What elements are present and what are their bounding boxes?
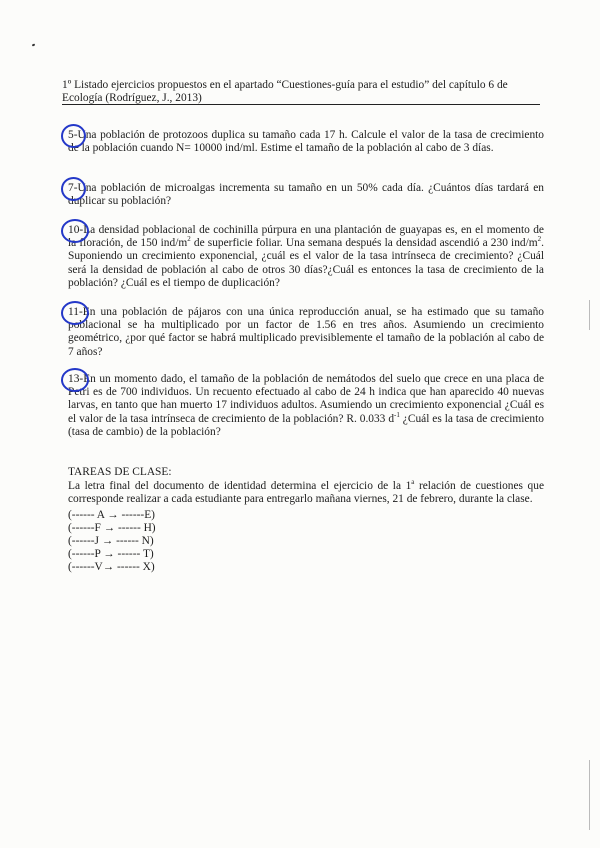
assignment-list — [68, 509, 544, 575]
assignment-item: (------J → ------ N) — [68, 534, 154, 547]
exercise-10 — [68, 224, 544, 290]
assignment-item: (------F → ------ H) — [68, 521, 156, 534]
header-line-2: Ecología (Rodríguez, J., 2013) — [62, 92, 202, 104]
exercise-text: En un momento dado, el tamaño de la población de nemátodos del suelo que crece en una placa de Petri es de 700 individuos. Un recuento efectuado al cabo de 24 h indica que han aparecido 40 nuevas larvas, en tanto que han muerto 17 individuos adultos. Asumiendo un crecimiento exponencial ¿Cuál es el valor de la tasa intrínseca de crecimiento de la población? R. 0.033 $d^{-1}$ ¿Cuál es la tasa de crecimiento (tasa de cambio) de la población? — [68, 373, 544, 438]
header-rule — [62, 104, 540, 105]
tasks-title: TAREAS DE CLASE: — [68, 466, 172, 478]
exercise-text: En una población de pájaros con una única reproducción anual, se ha estimado que su tamaño poblacional se ha multiplicado por un factor de 1.56 en tres años. Asumiendo un crecimiento geométrico, ¿por qué factor se habrá multiplicado previsiblemente el tamaño de la población al cabo de 7 años? — [68, 306, 544, 358]
document-header — [62, 79, 542, 105]
exercise-7 — [68, 182, 544, 208]
paper-speck — [32, 44, 36, 47]
exercise-number: 10- — [68, 224, 83, 236]
exercise-number: 5- — [68, 129, 78, 141]
exercise-11 — [68, 306, 544, 359]
scan-edge-mark — [589, 760, 590, 830]
header-line-1: 1º Listado ejercicios propuestos en el apartado “Cuestiones-guía para el estudio” del capítulo 6 de — [62, 79, 508, 91]
class-tasks — [68, 466, 544, 575]
pen-circle-mark — [61, 177, 86, 201]
pen-circle-mark — [61, 219, 89, 243]
assignment-item: (------V→ ------ X) — [68, 561, 155, 574]
assignment-item: (------P → ------ T) — [68, 548, 154, 561]
exercise-number: 11- — [68, 306, 83, 318]
assignment-item: (------ A → ------E) — [68, 508, 155, 521]
exercise-13 — [68, 373, 544, 439]
scan-edge-mark — [589, 300, 590, 330]
exercise-text: La densidad poblacional de cochinilla púrpura en una plantación de guayapas es, en el momento de la floración, de 150 ind/$m^2$ de superficie foliar. Una semana después la densidad ascendió a 230 ind/$m^2$. Suponiendo un crecimiento exponencial, ¿cuál es el valor de la tasa intrínseca de crecimiento? ¿Cuál será la densidad de población al cabo de otros 30 días?¿Cuál es entonces la tasa de crecimiento de la población? ¿Cuál es el tiempo de duplicación? — [68, 224, 544, 289]
pen-circle-mark — [61, 368, 89, 392]
exercise-text: Una población de protozoos duplica su tamaño cada 17 h. Calcule el valor de la tasa de crecimiento de la población cuando N= 10000 ind/ml. Estime el tamaño de la población al cabo de 3 días. — [68, 129, 544, 155]
pen-circle-mark — [61, 124, 86, 148]
exercise-5 — [68, 129, 544, 155]
exercise-text: Una población de microalgas incrementa su tamaño en un 50% cada día. ¿Cuántos días tardará en duplicar su población? — [68, 182, 544, 208]
tasks-description: La letra final del documento de identidad determina el ejercicio de la 1$^a$ relación de cuestiones que corresponde realizar a cada estudiante para entregarlo mañana viernes, 21 de febrero, durante la clase. — [68, 478, 545, 506]
exercise-number: 13- — [68, 373, 83, 385]
pen-circle-mark — [61, 301, 89, 325]
exercise-number: 7- — [68, 182, 78, 194]
